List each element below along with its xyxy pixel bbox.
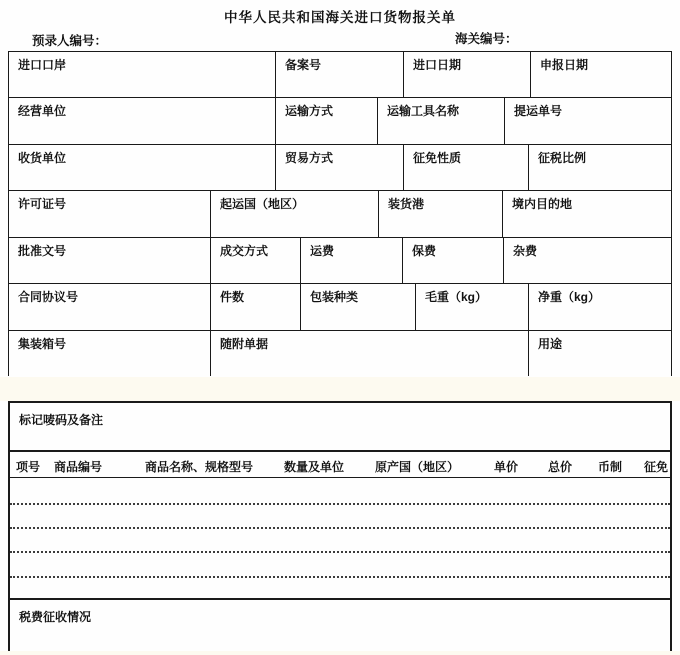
dotted-separator bbox=[10, 576, 670, 578]
field-purpose: 用途 bbox=[538, 336, 563, 351]
items-table-header bbox=[10, 452, 670, 478]
customs-number-label: 海关编号： bbox=[455, 32, 518, 46]
table-row bbox=[9, 331, 671, 376]
col-total-price: 总价 bbox=[548, 460, 573, 474]
dotted-separator bbox=[10, 527, 670, 529]
dotted-separator bbox=[10, 503, 670, 505]
field-consignee: 收货单位 bbox=[9, 145, 276, 190]
dotted-separator bbox=[10, 551, 670, 553]
field-freight: 运费 bbox=[301, 238, 403, 283]
field-tax-collection-status: 税费征收情况 bbox=[19, 610, 92, 624]
field-package-type: 包装种类 bbox=[301, 284, 416, 329]
col-levy-exemption: 征免 bbox=[644, 460, 669, 474]
main-field-table bbox=[8, 51, 672, 376]
table-row bbox=[9, 98, 671, 144]
col-currency: 币制 bbox=[598, 460, 623, 474]
field-transport-mode: 运输方式 bbox=[276, 98, 378, 143]
field-gross-weight: 毛重（kg） bbox=[416, 284, 529, 329]
field-insurance: 保费 bbox=[403, 238, 504, 283]
field-piece-count: 件数 bbox=[211, 284, 301, 329]
field-tax-ratio: 征税比例 bbox=[538, 150, 587, 165]
scan-seam-gap bbox=[0, 377, 680, 401]
scan-edge-artifact bbox=[0, 651, 680, 655]
field-import-date: 进口日期 bbox=[404, 52, 531, 97]
field-approval-doc-no: 批准文号 bbox=[9, 238, 211, 283]
col-origin-country: 原产国（地区） bbox=[375, 460, 460, 474]
field-trade-mode: 贸易方式 bbox=[276, 145, 404, 190]
col-unit-price: 单价 bbox=[494, 460, 519, 474]
table-row bbox=[9, 284, 671, 330]
field-net-weight: 净重（kg） bbox=[538, 290, 601, 305]
table-row bbox=[9, 238, 671, 284]
field-license-no: 许可证号 bbox=[9, 191, 211, 236]
form-title: 中华人民共和国海关进口货物报关单 bbox=[224, 10, 456, 25]
field-operating-unit: 经营单位 bbox=[9, 98, 276, 143]
field-declaration-date: 申报日期 bbox=[540, 58, 589, 72]
table-row bbox=[9, 191, 671, 237]
field-departure-country: 起运国（地区） bbox=[211, 191, 379, 236]
field-marks-and-remarks: 标记唛码及备注 bbox=[10, 403, 670, 452]
col-commodity-code: 商品编号 bbox=[54, 460, 103, 474]
col-item-no: 项号 bbox=[16, 460, 41, 474]
field-contract-no: 合同协议号 bbox=[9, 284, 211, 329]
table-row bbox=[9, 145, 671, 191]
items-and-tax-section bbox=[8, 401, 672, 655]
field-levy-exemption-nature: 征免性质 bbox=[404, 145, 529, 190]
field-record-no: 备案号 bbox=[276, 52, 404, 97]
items-write-in-area bbox=[10, 478, 670, 600]
field-domestic-destination: 境内目的地 bbox=[512, 197, 573, 212]
col-quantity-unit: 数量及单位 bbox=[284, 460, 345, 474]
field-accompanying-docs: 随附单据 bbox=[211, 331, 529, 376]
field-transaction-mode: 成交方式 bbox=[211, 238, 301, 283]
field-bill-of-lading-no: 提运单号 bbox=[514, 104, 563, 119]
pre-entry-number-label: 预录人编号： bbox=[32, 34, 108, 48]
field-container-no: 集装箱号 bbox=[9, 331, 211, 376]
col-commodity-name-spec: 商品名称、规格型号 bbox=[145, 460, 254, 474]
field-misc-fees: 杂费 bbox=[513, 243, 538, 258]
field-import-port: 进口口岸 bbox=[9, 52, 276, 97]
table-row bbox=[9, 52, 671, 98]
field-transport-vehicle-name: 运输工具名称 bbox=[378, 98, 505, 143]
field-loading-port: 装货港 bbox=[379, 191, 503, 236]
